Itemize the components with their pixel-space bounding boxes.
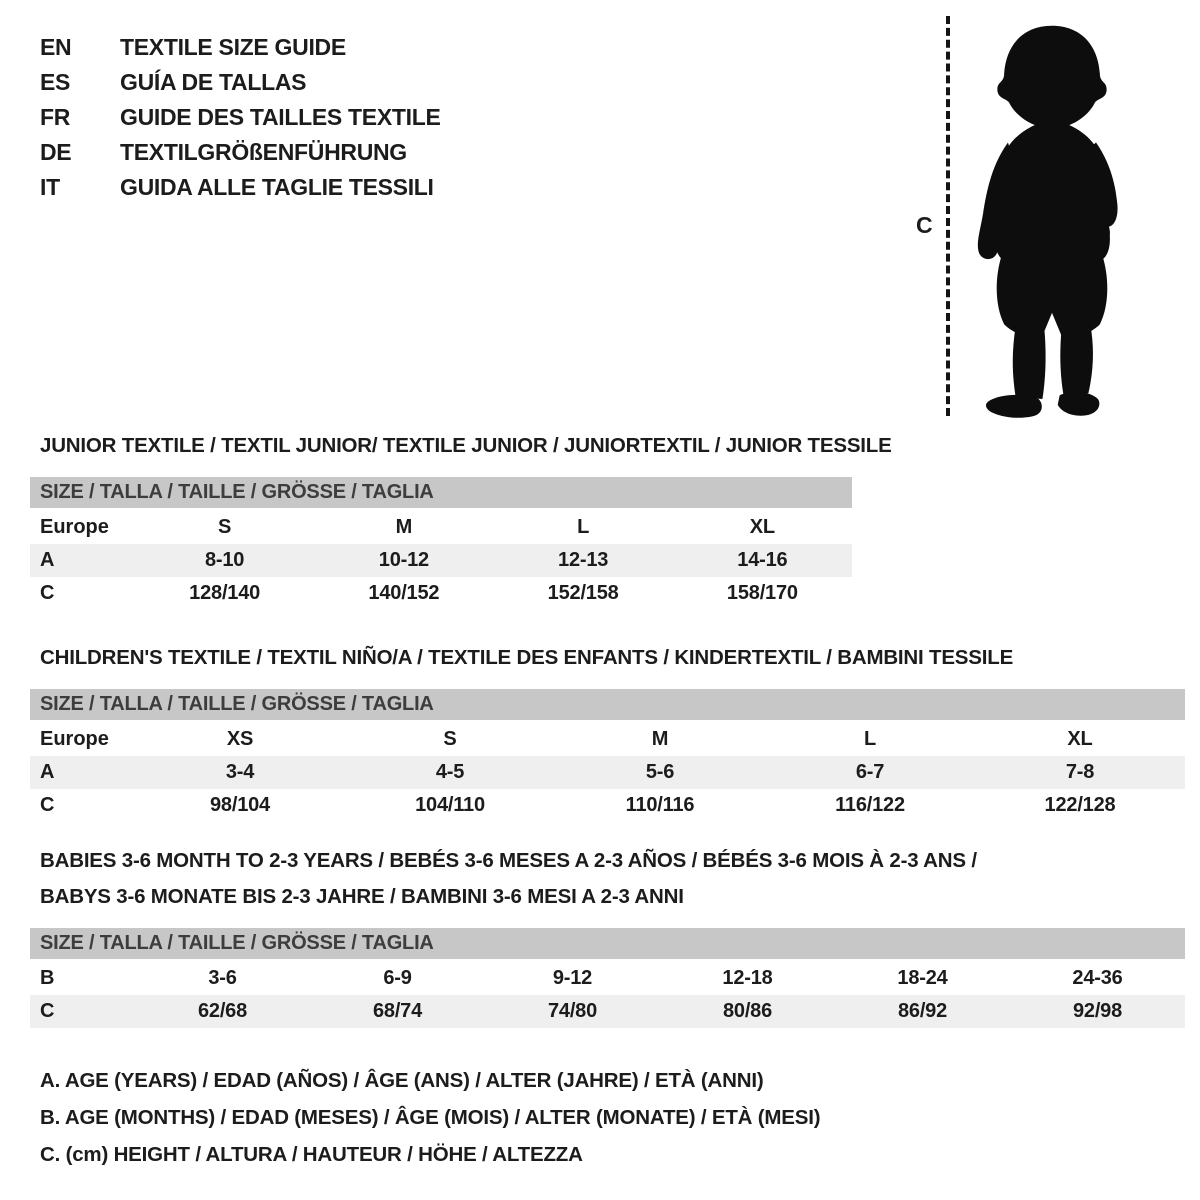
language-code: IT (40, 174, 60, 200)
table-cell: 8-10 (205, 549, 245, 571)
babies-size-table (30, 928, 1185, 1028)
children-textile-section (30, 640, 1185, 822)
table-cell: M (395, 516, 413, 538)
language-title: GUIDE DES TAILLES TEXTILE (120, 104, 441, 130)
table-cell: 5-6 (645, 761, 675, 783)
table-cell: 104/110 (415, 794, 485, 816)
baby-silhouette-shape (978, 26, 1118, 418)
language-row (40, 170, 441, 205)
table-cell: 80/86 (722, 1000, 773, 1022)
language-code: EN (40, 34, 72, 60)
table-row (30, 995, 1185, 1028)
table-cell: S (443, 728, 457, 750)
language-title: TEXTILE SIZE GUIDE (120, 34, 346, 60)
table-cell: 7-8 (1065, 761, 1095, 783)
table-cell: 14-16 (737, 549, 788, 571)
table-cell: 10-12 (378, 549, 429, 571)
size-table-header: SIZE / TALLA / TAILLE / GRÖSSE / TAGLIA (30, 928, 1185, 959)
language-row (40, 65, 441, 100)
table-cell: 62/68 (197, 1000, 248, 1022)
table-cell: 68/74 (372, 1000, 423, 1022)
table-cell: XL (749, 516, 775, 538)
table-cell: 3-6 (208, 967, 237, 989)
size-table-header: SIZE / TALLA / TAILLE / GRÖSSE / TAGLIA (30, 477, 852, 508)
language-code: ES (40, 69, 71, 95)
language-code: FR (40, 104, 71, 130)
language-row (40, 30, 441, 65)
row-label: A (40, 761, 55, 783)
table-cell: 6-7 (855, 761, 885, 783)
table-cell: 152/158 (547, 582, 619, 604)
row-label: C (40, 1000, 55, 1022)
height-measure-dashed-line (946, 16, 950, 416)
section-title-line: BABIES 3-6 MONTH TO 2-3 YEARS / BEBÉS 3-6 MESES A 2-3 AÑOS / BÉBÉS 3-6 MOIS À 2-3 ANS / (40, 849, 977, 872)
table-cell: 12-13 (558, 549, 609, 571)
table-rows (30, 511, 852, 610)
table-rows (30, 962, 1185, 1028)
table-cell: 98/104 (210, 794, 270, 816)
section-title-group (30, 640, 1185, 676)
row-label: A (40, 549, 55, 571)
table-cell: L (577, 516, 590, 538)
legend-line: A. AGE (YEARS) / EDAD (AÑOS) / ÂGE (ANS) / ALTER (JAHRE) / ETÀ (ANNI) (40, 1069, 764, 1092)
row-label: B (40, 967, 55, 989)
table-cell: XS (226, 728, 254, 750)
language-row (40, 100, 441, 135)
table-row (30, 577, 852, 610)
table-row (30, 756, 1185, 789)
table-row (30, 723, 1185, 756)
size-table-header: SIZE / TALLA / TAILLE / GRÖSSE / TAGLIA (30, 689, 1185, 720)
row-label: C (40, 582, 55, 604)
table-cell: 116/122 (835, 794, 905, 816)
table-row (30, 789, 1185, 822)
language-title-list (40, 30, 441, 205)
table-cell: M (651, 728, 669, 750)
language-title: GUIDA ALLE TAGLIE TESSILI (120, 174, 434, 200)
table-cell: 18-24 (897, 967, 948, 989)
table-cell: 158/170 (726, 582, 798, 604)
legend-line: C. (cm) HEIGHT / ALTURA / HAUTEUR / HÖHE / ALTEZZA (40, 1143, 583, 1166)
table-cell: 86/92 (897, 1000, 948, 1022)
junior-textile-section (30, 428, 892, 610)
legend (40, 1062, 820, 1173)
table-row (30, 544, 852, 577)
section-title-line: JUNIOR TEXTILE / TEXTIL JUNIOR/ TEXTILE JUNIOR / JUNIORTEXTIL / JUNIOR TESSILE (40, 434, 892, 457)
table-cell: 140/152 (368, 582, 440, 604)
table-cell: 4-5 (435, 761, 465, 783)
table-cell: 128/140 (189, 582, 261, 604)
table-row (30, 962, 1185, 995)
table-cell: XL (1067, 728, 1093, 750)
section-title-group (30, 843, 1185, 915)
table-row (30, 511, 852, 544)
table-cell: 122/128 (1044, 794, 1116, 816)
row-label: C (40, 794, 55, 816)
table-rows (30, 723, 1185, 822)
section-title-line: CHILDREN'S TEXTILE / TEXTIL NIÑO/A / TEXTILE DES ENFANTS / KINDERTEXTIL / BAMBINI TESSILE (40, 646, 1014, 669)
row-label: Europe (40, 728, 109, 750)
section-title-line: BABYS 3-6 MONATE BIS 2-3 JAHRE / BAMBINI 3-6 MESI A 2-3 ANNI (40, 885, 684, 908)
table-cell: 9-12 (552, 967, 593, 989)
height-measure-label: C (916, 212, 933, 238)
row-label: Europe (40, 516, 109, 538)
table-cell: 24-36 (1072, 967, 1123, 989)
table-cell: S (218, 516, 232, 538)
language-title: TEXTILGRÖßENFÜHRUNG (120, 139, 407, 165)
babies-textile-section (30, 843, 1185, 1028)
table-cell: 12-18 (722, 967, 773, 989)
table-cell: 74/80 (547, 1000, 598, 1022)
junior-size-table (30, 477, 852, 610)
baby-silhouette-icon (958, 20, 1146, 422)
language-title: GUÍA DE TALLAS (120, 69, 307, 95)
legend-line: B. AGE (MONTHS) / EDAD (MESES) / ÂGE (MOIS) / ALTER (MONATE) / ETÀ (MESI) (40, 1106, 821, 1129)
table-cell: 92/98 (1072, 1000, 1123, 1022)
table-cell: 110/116 (625, 794, 695, 816)
language-code: DE (40, 139, 72, 165)
children-size-table (30, 689, 1185, 822)
section-title-group (30, 428, 892, 464)
table-cell: 3-4 (225, 761, 255, 783)
table-cell: 6-9 (383, 967, 412, 989)
table-cell: L (863, 728, 877, 750)
language-row (40, 135, 441, 170)
